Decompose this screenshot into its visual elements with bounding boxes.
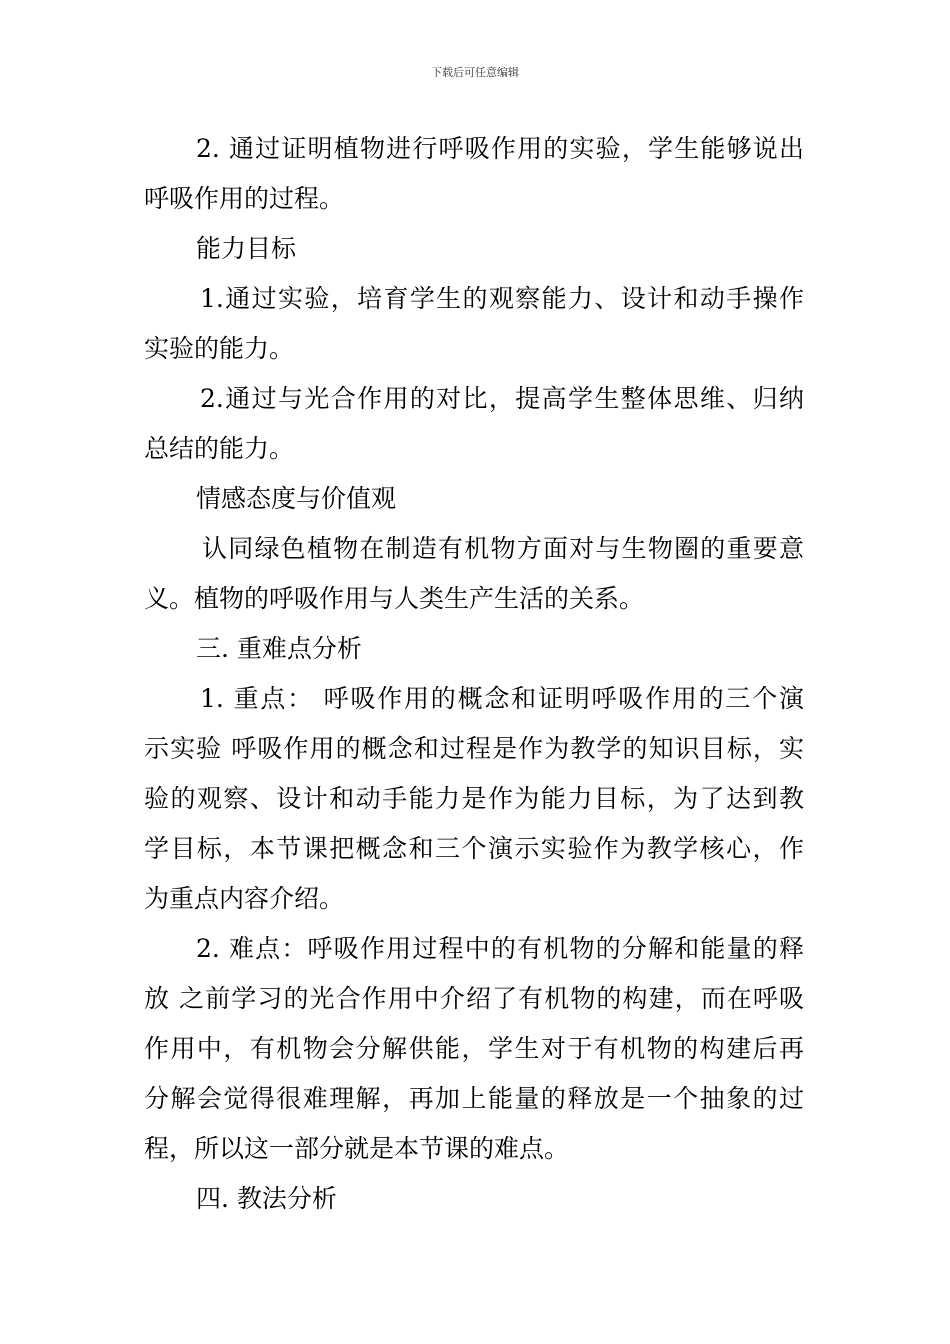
text-line: 1.通过实验，培育学生的观察能力、设计和动手操作: [200, 284, 804, 313]
page-header: 下载后可任意编辑: [431, 66, 519, 79]
text-line: 2. 难点：呼吸作用过程中的有机物的分解和能量的释: [196, 934, 804, 963]
text-line: 验的观察、设计和动手能力是作为能力目标，为了达到教: [144, 784, 804, 813]
text-line: 1. 重点： 呼吸作用的概念和证明呼吸作用的三个演: [200, 684, 804, 713]
text-line: 义。植物的呼吸作用与人类生产生活的关系。: [144, 584, 645, 613]
text-line: 总结的能力。: [144, 434, 295, 463]
section-heading: 三. 重难点分析: [196, 634, 362, 663]
text-line: 放 之前学习的光合作用中介绍了有机物的构建，而在呼吸: [144, 984, 804, 1013]
text-line: 程，所以这一部分就是本节课的难点。: [144, 1134, 570, 1163]
text-line: 呼吸作用的过程。: [144, 184, 345, 213]
text-line: 示实验 呼吸作用的概念和过程是作为教学的知识目标，实: [144, 734, 804, 763]
text-line: 实验的能力。: [144, 334, 295, 363]
text-line: 2. 通过证明植物进行呼吸作用的实验，学生能够说出: [196, 134, 804, 163]
section-heading: 情感态度与价值观: [196, 484, 397, 513]
section-heading: 能力目标: [196, 234, 297, 263]
text-line: 认同绿色植物在制造有机物方面对与生物圈的重要意: [202, 534, 804, 563]
text-line: 分解会觉得很难理解，再加上能量的释放是一个抽象的过: [144, 1084, 804, 1113]
text-line: 作用中，有机物会分解供能，学生对于有机物的构建后再: [144, 1034, 804, 1063]
text-line: 学目标，本节课把概念和三个演示实验作为教学核心，作: [144, 834, 804, 863]
section-heading: 四. 教法分析: [196, 1184, 337, 1213]
text-line: 为重点内容介绍。: [144, 884, 345, 913]
text-line: 2.通过与光合作用的对比，提高学生整体思维、归纳: [200, 384, 804, 413]
